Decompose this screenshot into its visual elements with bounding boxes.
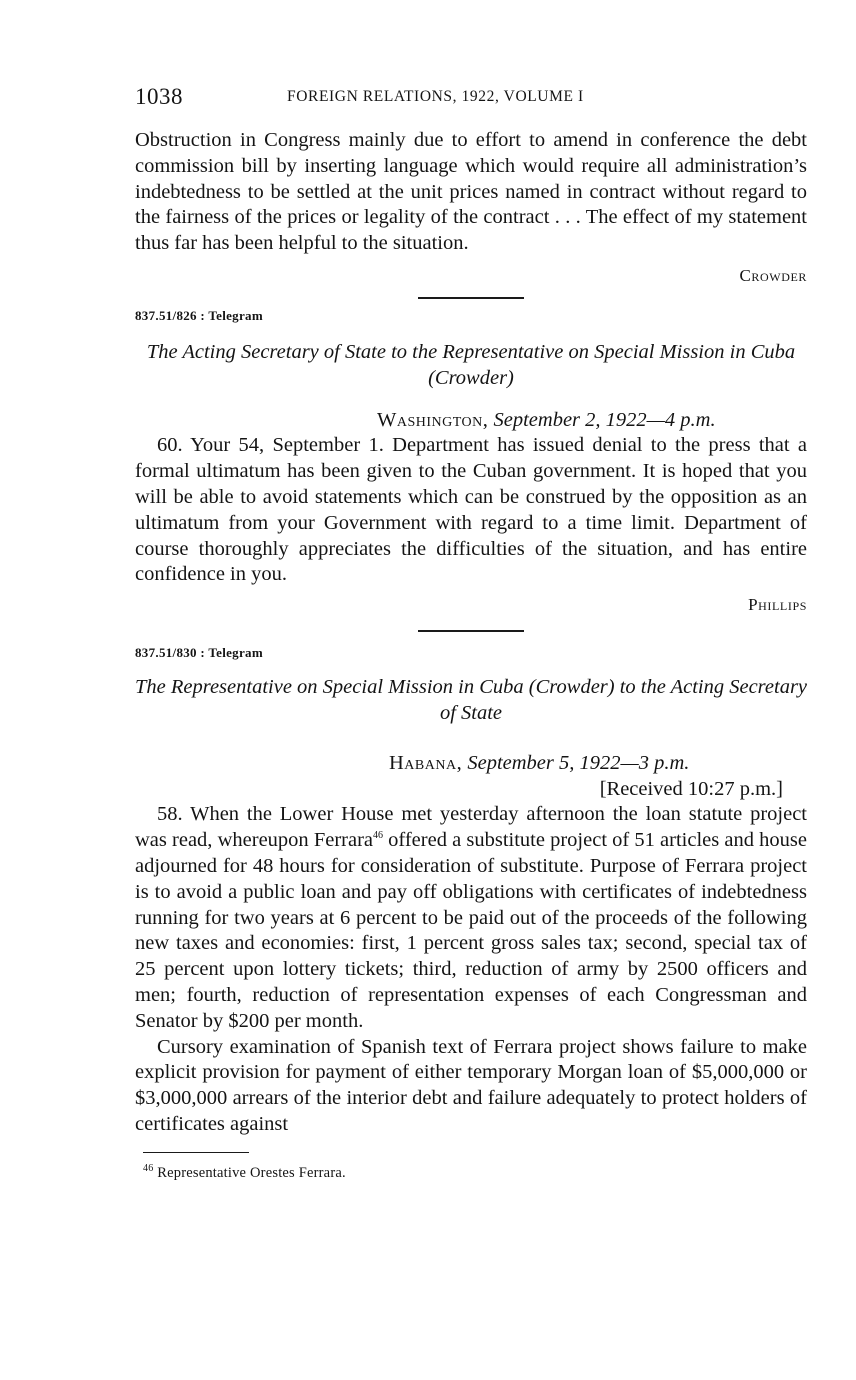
body-paragraph: 60. Your 54, September 1. Department has issued denial to the press that a formal ultimatum has been given to the Cuban government. It is hoped that you will be able to avoid statements which can be construed by the opposition as an ultimatum from your Government with regard to a time limit. Department of course thoroughly appreciates the difficulties of the situation, and has entire confidence in you. — [135, 434, 807, 586]
footnote-marker: 46 — [143, 1162, 154, 1174]
dateline-place: Habana, — [389, 751, 463, 774]
dateline — [135, 751, 807, 777]
paragraph-text: offered a substitute project of 51 articles and house adjourned for 48 hours for consideration of substitute. Purpose of Ferrara project is to avoid a public loan and pay off obligations with certificates of indebtedness running for two years at 6 percent to be paid out of the proceeds of the following new taxes and economies: first, 1 percent gross sales tax; second, special tax of 25 percent upon lottery tickets; third, reduction of army by 2500 officers and men; fourth, reduction of representation expenses of each Congressman and Senator by $200 per month. — [135, 829, 807, 1032]
dateline-date: September 2, 1922—4 p.m. — [493, 408, 716, 431]
received-time: [Received 10:27 p.m.] — [599, 777, 783, 800]
file-reference: 837.51/826 : Telegram — [135, 307, 263, 323]
section-divider — [418, 630, 524, 632]
body-paragraph — [135, 802, 807, 1034]
dateline — [135, 408, 807, 434]
paragraph-text: 58. When the Lower House met yesterday afternoon the loan statute project was read, whereupon Ferrara — [135, 803, 807, 852]
page-header — [135, 84, 807, 120]
signature: Crowder — [739, 265, 807, 285]
footnote-divider — [143, 1152, 249, 1153]
footnote-text: Representative Orestes Ferrara. — [153, 1164, 346, 1181]
document-title: The Acting Secretary of State to the Representative on Special Mission in Cuba (Crowder) — [146, 340, 796, 389]
document-page — [135, 84, 807, 1182]
body-paragraph: Obstruction in Congress mainly due to effort to amend in conference the debt commission bill by inserting language which would require all administration’s indebtedness to be settled at the unit prices named in contract without regard to the fairness of the prices or legality of the contract . . . The effect of my statement thus far has been helpful to the situation. — [135, 129, 807, 255]
file-reference: 837.51/830 : Telegram — [135, 645, 263, 661]
section-divider — [418, 297, 524, 299]
dateline-place: Washington, — [377, 408, 489, 431]
dateline-date: September 5, 1922—3 p.m. — [467, 751, 690, 774]
footnote — [143, 1162, 807, 1182]
document-title: The Representative on Special Mission in Cuba (Crowder) to the Acting Secretary of State — [135, 676, 808, 724]
footnote-reference: 46 — [373, 830, 383, 842]
page-number: 1038 — [135, 84, 183, 109]
body-paragraph: Cursory examination of Spanish text of Ferrara project shows failure to make explicit provision for payment of either temporary Morgan loan of $5,000,000 or $3,000,000 arrears of the interior debt and failure adequately to protect holders of certificates against — [135, 1035, 807, 1135]
signature: Phillips — [748, 595, 807, 615]
running-title: FOREIGN RELATIONS, 1922, VOLUME I — [287, 88, 584, 105]
